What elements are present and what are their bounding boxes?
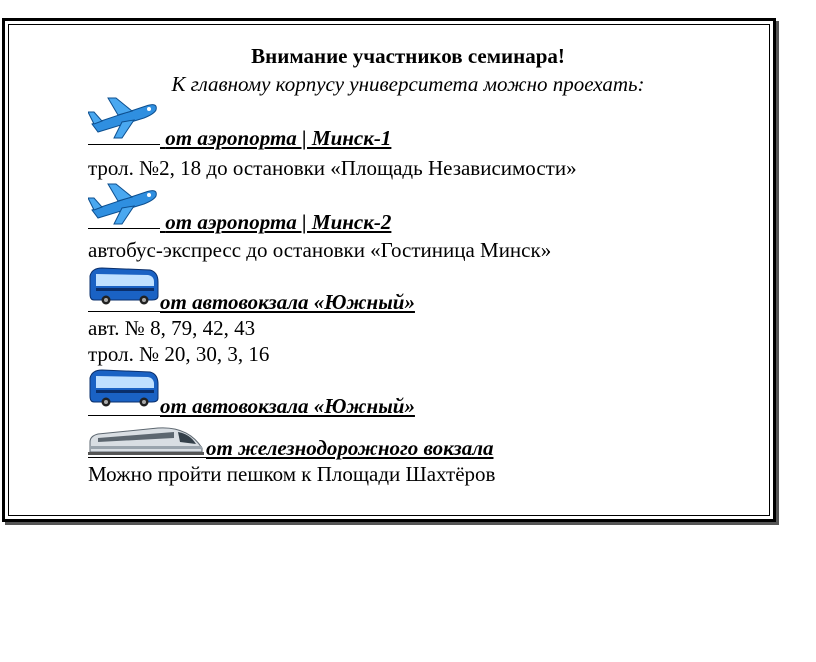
- route-heading-train-rule: [88, 457, 206, 458]
- route-detail-train: Можно пройти пешком к Площади Шахтёров: [88, 462, 496, 486]
- route-detail-airport-1: трол. №2, 18 до остановки «Площадь Независимости»: [88, 156, 577, 180]
- route-heading-bus-1: от автовокзала «Южный»: [160, 290, 415, 314]
- bus-icon: [88, 368, 160, 408]
- route-heading-bus-2-rule: [88, 415, 160, 416]
- route-detail-airport-2: автобус-экспресс до остановки «Гостиница Минск»: [88, 238, 552, 262]
- route-heading-bus-1-rule: [88, 311, 160, 312]
- notice-subtitle: К главному корпусу университета можно проехать:: [171, 72, 645, 96]
- route-heading-airport-1: от аэропорта | Минск-1: [88, 126, 391, 151]
- route-detail-bus-1b: трол. № 20, 30, 3, 16: [88, 342, 270, 366]
- route-heading-train: от железнодорожного вокзала: [206, 436, 494, 460]
- notice-title: Внимание участников семинара!: [251, 44, 565, 68]
- route-heading-bus-2: от автовокзала «Южный»: [160, 394, 415, 418]
- train-icon: [88, 422, 204, 456]
- route-heading-airport-2: от аэропорта | Минск-2: [88, 210, 391, 235]
- bus-icon: [88, 266, 160, 306]
- route-detail-bus-1a: авт. № 8, 79, 42, 43: [88, 316, 256, 340]
